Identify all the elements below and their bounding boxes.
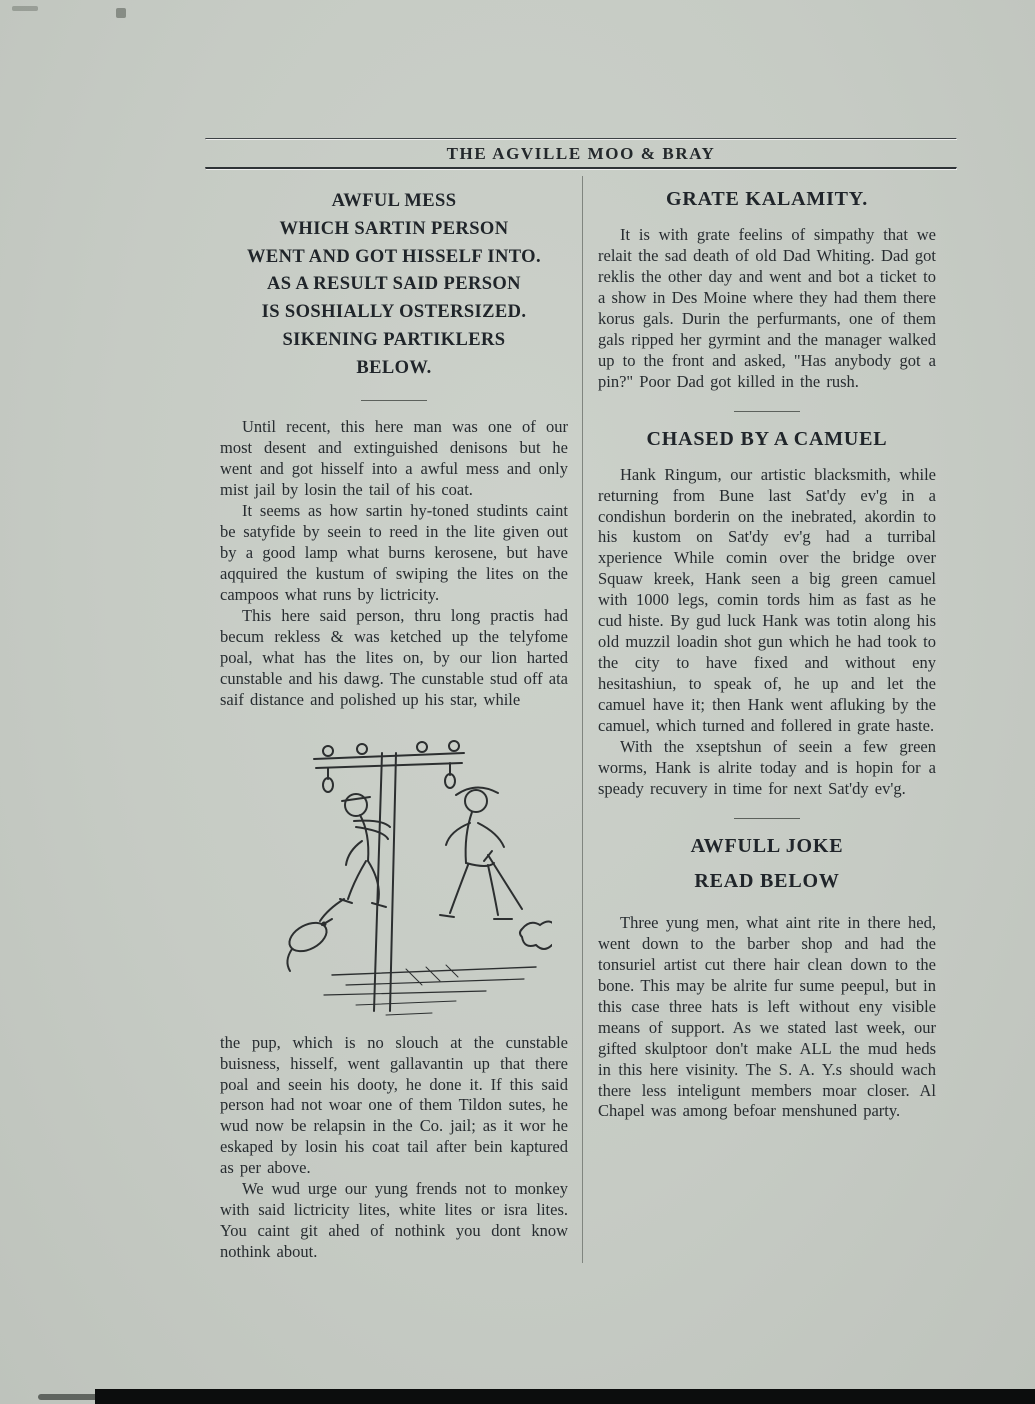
article-grate-kalamity — [598, 188, 936, 393]
paragraph: Three yung men, what aint rite in there hed, went down to the barber shop and had the tonsuriel artist cut there hair clean down to the bone. This may be alrite fur sume peepul, but in this case three hats is left without eny visible means of support. As we stated last week, our gifted skulptoor don't make ALL the mud heds in this here visinity. The S. A. Y.s should wach there less inteligunt members moar closer. Al Chapel was among befoar menshuned party. — [598, 912, 936, 1121]
headline-line: BELOW. — [356, 357, 432, 378]
article-divider — [734, 818, 800, 819]
article-headline: GRATE KALAMITY. — [665, 188, 869, 210]
paragraph: It seems as how sartin hy-toned studints caint be satyfide by seein to reed in the lite given out by a good lamp what burns kerosene, but have aqquired the kustum of swiping the lites on the campoos what runs by lictricity. — [220, 501, 568, 604]
headline-line: WHICH SARTIN PERSON — [279, 218, 509, 239]
headline-line: AS A RESULT SAID PERSON — [267, 274, 521, 295]
masthead-rule-bottom — [205, 167, 957, 170]
paragraph: We wud urge our yung frends not to monkey with said lictricity lites, white lites or isra lites. You caint git ahed of nothink you dont know nothink about. — [220, 1179, 568, 1262]
right-column — [598, 176, 936, 1263]
left-headline — [220, 188, 568, 382]
article-divider — [734, 411, 800, 412]
headline-divider — [361, 400, 427, 401]
headline-line: WENT AND GOT HISSELF INTO. — [247, 246, 541, 267]
article-chased-by-a-camuel — [598, 428, 936, 800]
article-awfull-joke — [598, 835, 936, 1123]
paragraph: It is with grate feelins of simpathy that we relait the sad death of old Dad Whiting. Dad got reklis the other day and went and bot a ticket to a show in Des Moine where they had them there korus gals. Durin the perfurmants, one of them gals ripped her gyrmint and the manager walked up to the front and asked, "Has anybody got a pin?" Poor Dad got killed in the rush. — [598, 225, 936, 391]
masthead-title: THE AGVILLE MOO & BRAY — [446, 144, 716, 163]
article-headline: CHASED BY A CAMUEL — [646, 427, 888, 450]
article-headline: READ BELOW — [694, 869, 840, 892]
column-divider — [582, 176, 583, 1263]
headline-line: SIKENING PARTIKLERS — [282, 329, 506, 350]
article-headline: AWFULL JOKE — [690, 834, 844, 857]
paragraph: Until recent, this here man was one of our most desent and extinguished denisons but he went and got hisself into a awful mess and only mist jail by losin the tail of his coat. — [220, 417, 568, 500]
page-edge-bar — [95, 1389, 1035, 1404]
page-blemish — [12, 6, 38, 11]
left-column — [220, 176, 568, 1263]
page-edge-smudge — [38, 1394, 98, 1400]
paragraph: This here said person, thru long practis had becum rekless & was ketched up the telyfome poal, what has the lites on, by our lion harted cunstable and his dawg. The cunstable stud off ata saif distance and polished up his star, while — [220, 605, 568, 709]
paragraph: With the xseptshun of seein a few green worms, Hank is alrite today and is hopin for a speady recuvery in time for next Sat'dy ev'g. — [598, 737, 936, 798]
page-blemish — [116, 8, 126, 18]
paragraph: Hank Ringum, our artistic blacksmith, while returning from Bune last Sat'dy ev'g in a condishun borderin on the inebrated, akordin to his kustom on Sat'dy ev'g had a turribal xperience While comin over the bridge over Squaw kreek, Hank seen a big green camuel with 1000 legs, comin tords him as fast as he cud histe. By gud luck Hank was totin along his old muzzil loadin shot gun which he had took to the city to have fixed and without eny hesitashiun, to speak of, he up and let the camuel have it; then Hank went afluking by the camuel, which turned and follered in grate haste. — [598, 464, 936, 736]
masthead — [205, 138, 957, 170]
cartoon-illustration — [236, 723, 552, 1023]
headline-line: IS SOSHIALLY OSTERSIZED. — [261, 302, 527, 322]
paragraph: the pup, which is no slouch at the cunstable buisness, hisself, went gallavantin up that there poal and seein his dooty, he done it. If this said person had not woar one of them Tildon sutes, he wud now be relapsin in the Co. jail; as it wor he eskaped by losin his coat tail after bein kaptured as per above. — [220, 1032, 568, 1178]
headline-line: AWFUL MESS — [331, 191, 457, 211]
page-columns — [220, 176, 936, 1263]
